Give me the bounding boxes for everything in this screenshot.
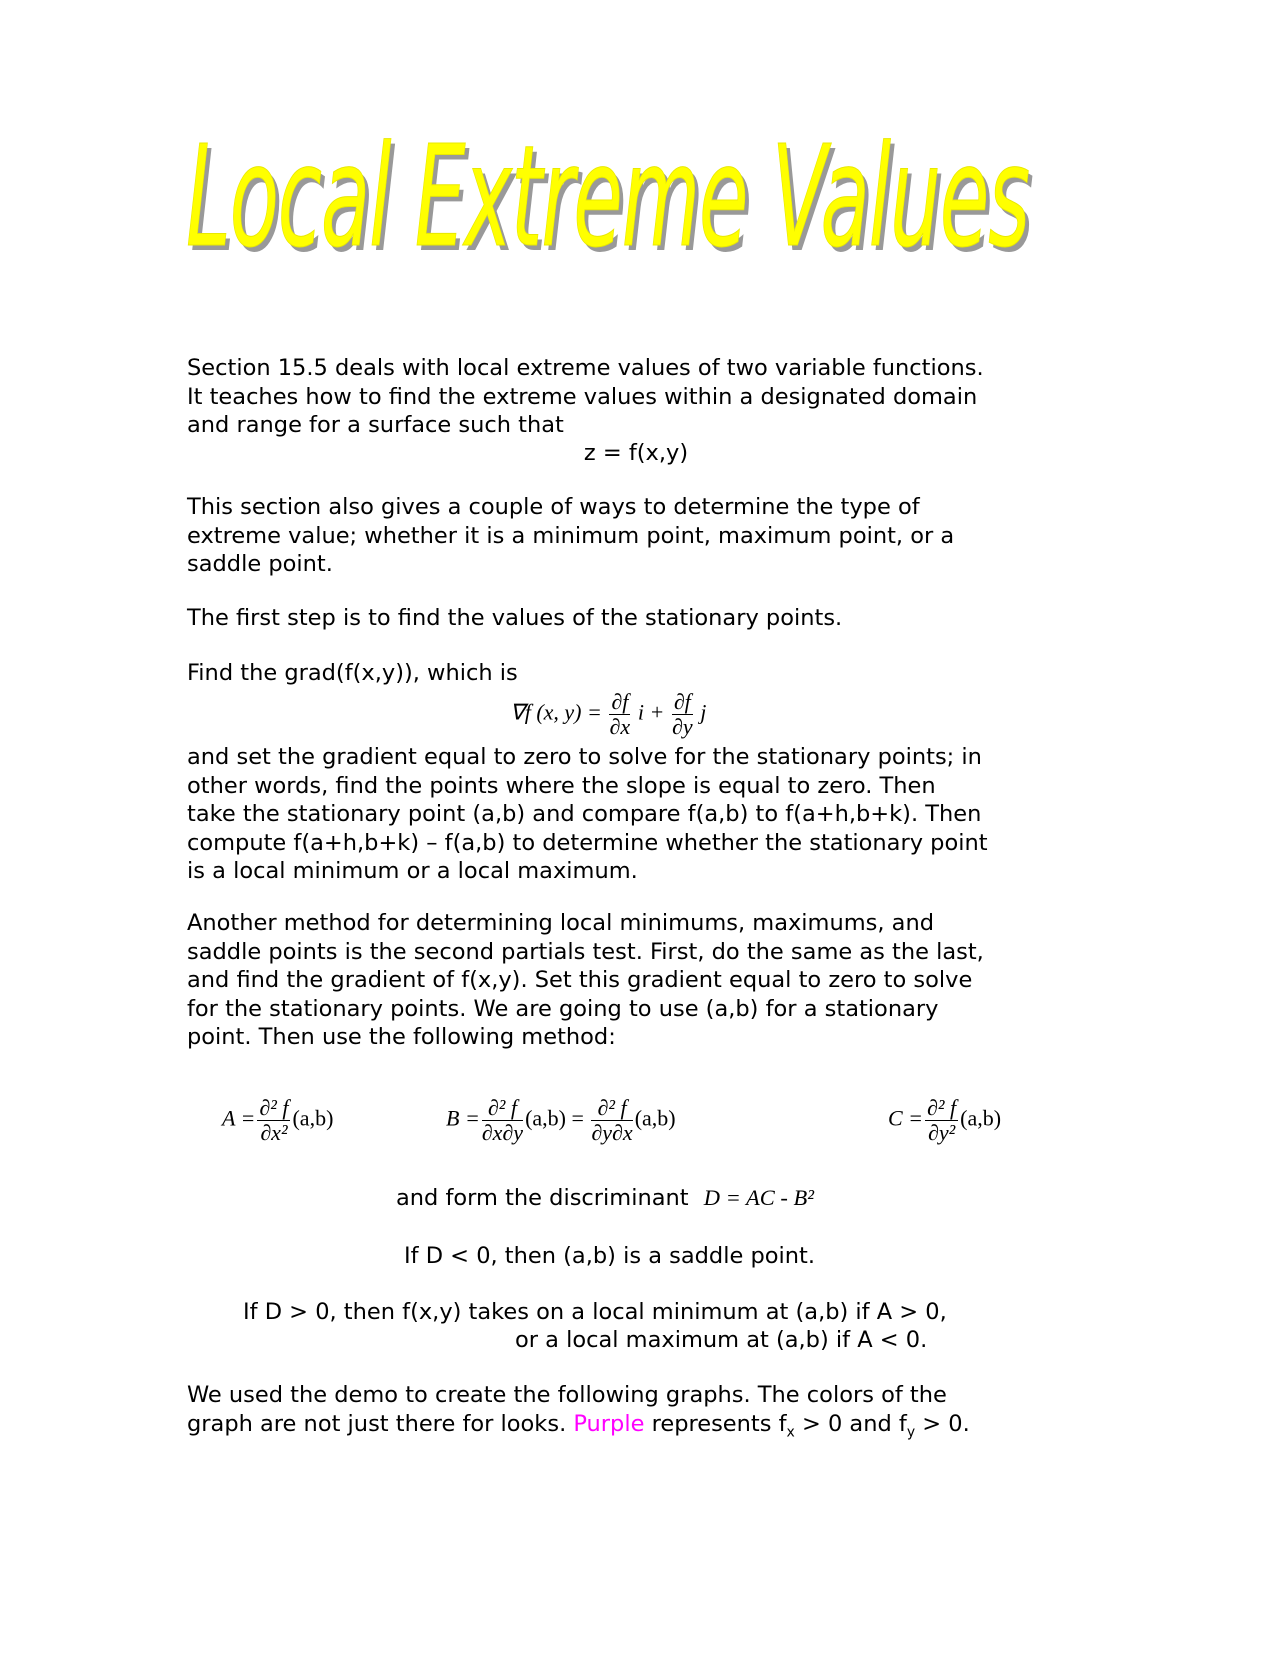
purple-word: Purple bbox=[573, 1410, 645, 1437]
text-line: or a local maximum at (a,b) if A < 0. bbox=[515, 1327, 928, 1353]
paragraph-graphs bbox=[187, 1381, 970, 1447]
math-text: C = bbox=[888, 1105, 924, 1131]
minmax-rule bbox=[243, 1298, 947, 1327]
paragraph-first-step bbox=[187, 604, 842, 633]
numerator: ∂f bbox=[673, 689, 691, 714]
text-line: and set the gradient equal to zero to solve for the stationary points; in bbox=[187, 744, 982, 770]
text: > 0 and f bbox=[794, 1410, 907, 1437]
paragraph-grad bbox=[187, 659, 518, 688]
text-line: We used the demo to create the following graphs. The colors of the bbox=[187, 1382, 947, 1408]
text-line: other words, find the points where the slope is equal to zero. Then bbox=[187, 772, 936, 799]
formula-c bbox=[888, 1096, 1001, 1145]
paragraph-types bbox=[187, 493, 954, 579]
text: and form the discriminant bbox=[396, 1185, 689, 1211]
minmax-rule-2 bbox=[515, 1326, 927, 1355]
text-line: If D > 0, then f(x,y) takes on a local minimum at (a,b) if A > 0, bbox=[243, 1299, 947, 1325]
gradient-equation bbox=[510, 690, 706, 739]
text-line: It teaches how to find the extreme values within a designated domain bbox=[187, 383, 978, 410]
text-line: take the stationary point (a,b) and compare f(a,b) to f(a+h,b+k). Then bbox=[187, 801, 982, 827]
text-line: point. Then use the following method: bbox=[187, 1024, 616, 1050]
math-text: A = bbox=[222, 1105, 256, 1131]
paragraph-stationary bbox=[187, 743, 988, 886]
math-text: (a,b) bbox=[634, 1105, 676, 1131]
subscript: x bbox=[786, 1424, 795, 1440]
text: represents f bbox=[644, 1410, 787, 1437]
paragraph-second-partials bbox=[187, 909, 984, 1052]
math-text: (a,b) bbox=[960, 1105, 1002, 1131]
math-text: ∇f (x, y) = bbox=[510, 699, 602, 725]
saddle-rule bbox=[404, 1242, 815, 1271]
denominator: ∂y∂x bbox=[591, 1120, 633, 1145]
text-line: Find the grad(f(x,y)), which is bbox=[187, 660, 518, 686]
text-line: Another method for determining local minimums, maximums, and bbox=[187, 910, 935, 936]
paragraph-intro bbox=[187, 354, 984, 440]
math-text: B = bbox=[446, 1105, 480, 1131]
text-line: and range for a surface such that bbox=[187, 412, 564, 438]
formula-a bbox=[222, 1096, 333, 1145]
text-line: If D < 0, then (a,b) is a saddle point. bbox=[404, 1243, 815, 1269]
numerator: ∂² f bbox=[482, 1096, 523, 1121]
text-line: This section also gives a couple of ways to determine the type of bbox=[187, 494, 920, 520]
formula-b bbox=[446, 1096, 676, 1145]
text-line bbox=[187, 1410, 970, 1447]
text-line: extreme value; whether it is a minimum point, maximum point, or a bbox=[187, 522, 955, 549]
text-line: The first step is to find the values of the stationary points. bbox=[187, 605, 843, 631]
denominator: ∂x² bbox=[260, 1120, 288, 1145]
text-line: saddle point. bbox=[187, 551, 333, 577]
fraction bbox=[257, 1096, 290, 1145]
title bbox=[186, 116, 1280, 279]
numerator: ∂² f bbox=[259, 1095, 289, 1120]
denominator: ∂x∂y bbox=[481, 1120, 524, 1145]
text-line: saddle points is the second partials test. First, do the same as the last, bbox=[187, 938, 984, 965]
text-line: compute f(a+h,b+k) – f(a,b) to determine whether the stationary point bbox=[187, 829, 988, 856]
discriminant-line bbox=[396, 1184, 814, 1213]
math-text: i + bbox=[637, 699, 665, 725]
numerator: ∂² f bbox=[591, 1096, 632, 1121]
text: > 0. bbox=[915, 1410, 970, 1437]
math-text: (a,b) = bbox=[525, 1105, 584, 1131]
math-text: j bbox=[700, 699, 707, 725]
text-line: is a local minimum or a local maximum. bbox=[187, 858, 638, 884]
denominator: ∂y² bbox=[927, 1120, 956, 1145]
fraction bbox=[672, 690, 693, 739]
fraction bbox=[925, 1096, 958, 1145]
subscript: y bbox=[906, 1424, 916, 1440]
title-text: Local Extreme Values bbox=[186, 116, 1029, 279]
fraction bbox=[482, 1096, 523, 1145]
fraction bbox=[591, 1096, 632, 1145]
denominator: ∂y bbox=[671, 714, 693, 739]
discriminant-equation: D = AC - B² bbox=[703, 1185, 815, 1210]
text-line: for the stationary points. We are going to use (a,b) for a stationary bbox=[187, 995, 939, 1022]
equation-z: z = f(x,y) bbox=[583, 440, 689, 466]
text: graph are not just there for looks. bbox=[187, 1410, 574, 1437]
denominator: ∂x bbox=[609, 714, 631, 739]
math-text: (a,b) bbox=[292, 1105, 334, 1131]
fraction bbox=[609, 690, 630, 739]
numerator: ∂f bbox=[611, 689, 629, 714]
text-line: and find the gradient of f(x,y). Set this gradient equal to zero to solve bbox=[187, 967, 973, 993]
text-line: Section 15.5 deals with local extreme values of two variable functions. bbox=[187, 355, 984, 381]
numerator: ∂² f bbox=[927, 1095, 957, 1120]
